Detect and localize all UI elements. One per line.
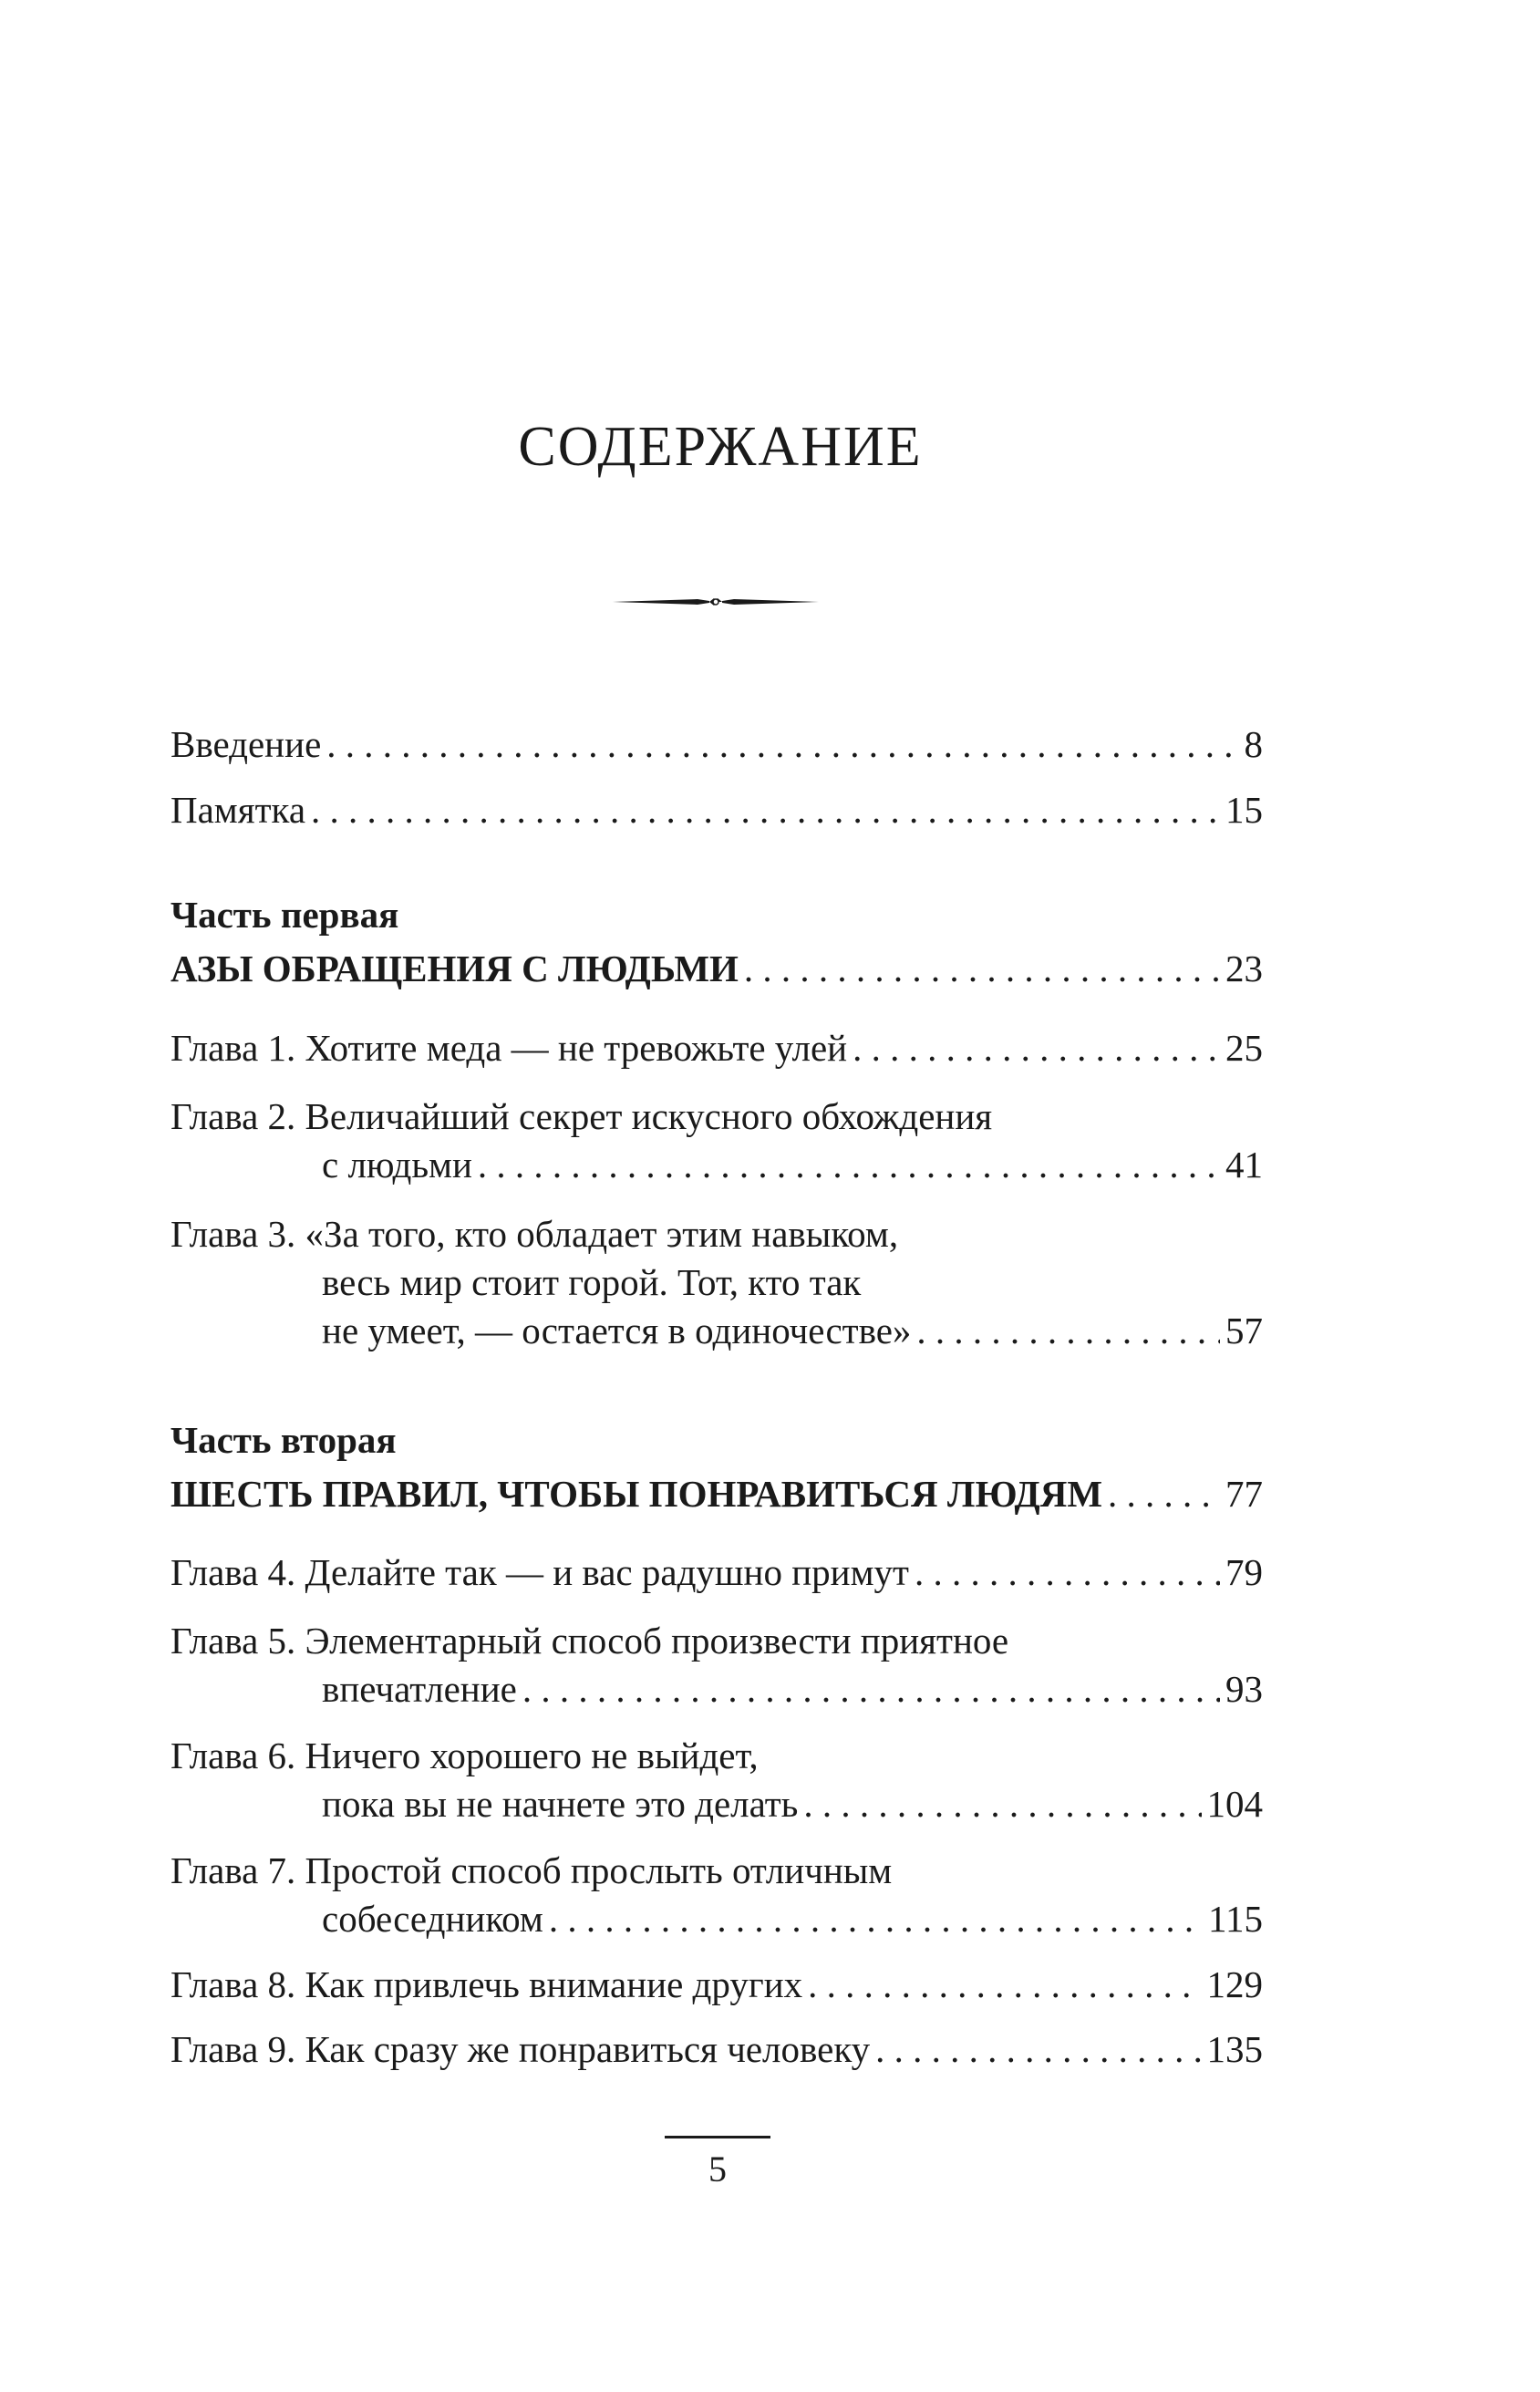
toc-page-number: 23	[1225, 947, 1263, 989]
part-label: Часть вторая	[171, 1419, 397, 1461]
chapter-title-line-1: Ничего хорошего не выйдет,	[305, 1734, 759, 1776]
toc-page-number: 135	[1206, 2028, 1263, 2070]
chapter-title-line-2: с людьми	[322, 1144, 472, 1186]
chapter-prefix: Глава 6.	[171, 1734, 296, 1776]
chapter-title: Хотите меда — не тревожьте улей	[305, 1027, 848, 1069]
part-title: АЗЫ ОБРАЩЕНИЯ С ЛЮДЬМИ	[171, 947, 739, 989]
leader-dots	[549, 1895, 1203, 1943]
toc-page-number: 129	[1206, 1963, 1263, 2005]
toc-entry-chapter-9[interactable]	[171, 2025, 1263, 2074]
toc-entry-chapter-8[interactable]	[171, 1961, 1263, 2009]
leader-dots	[1108, 1470, 1220, 1518]
toc-entry-chapter-2-cont[interactable]	[171, 1141, 1263, 1189]
page-title: СОДЕРЖАНИЕ	[518, 416, 923, 478]
toc-entry-label: Памятка	[171, 789, 306, 831]
leader-dots	[916, 1307, 1220, 1355]
toc-page-number: 77	[1225, 1473, 1263, 1515]
toc-entry-label: Введение	[171, 723, 322, 765]
toc-entry-part1[interactable]	[171, 945, 1263, 993]
leader-dots	[803, 1780, 1201, 1828]
toc-entry-chapter-7-cont[interactable]	[171, 1895, 1263, 1943]
toc-page-number: 41	[1225, 1144, 1263, 1186]
chapter-prefix: Глава 9.	[171, 2028, 296, 2070]
chapter-title-line-1: Элементарный способ произвести приятное	[305, 1620, 1009, 1662]
leader-dots	[808, 1961, 1201, 2009]
leader-dots	[915, 1548, 1220, 1597]
leader-dots	[853, 1024, 1220, 1072]
leader-dots	[744, 945, 1220, 993]
toc-page-number: 104	[1206, 1783, 1263, 1825]
leader-dots	[311, 786, 1220, 834]
chapter-title-line-1: Величайший секрет искусного обхождения	[305, 1095, 993, 1137]
toc-entry-part2[interactable]	[171, 1470, 1263, 1518]
chapter-prefix: Глава 5.	[171, 1620, 296, 1662]
leader-dots	[478, 1141, 1220, 1189]
toc-entry-chapter-6-cont[interactable]	[171, 1780, 1263, 1828]
chapter-title: Как сразу же понравиться человеку	[305, 2028, 871, 2070]
chapter-prefix: Глава 7.	[171, 1849, 296, 1891]
leader-dots	[326, 720, 1238, 769]
chapter-title-line-2: собеседником	[322, 1898, 543, 1940]
toc-entry-chapter-4[interactable]	[171, 1548, 1263, 1597]
toc-entry-chapter-3[interactable]	[171, 1210, 1263, 1258]
chapter-prefix: Глава 1.	[171, 1027, 296, 1069]
chapter-title-line-3: не умеет, — остается в одиночестве»	[322, 1310, 912, 1351]
toc-entry-chapter-1[interactable]	[171, 1024, 1263, 1072]
chapter-title-line-2: впечатление	[322, 1668, 517, 1710]
toc-entry-chapter-5-cont[interactable]	[171, 1665, 1263, 1714]
toc-entry-chapter-7[interactable]	[171, 1847, 1263, 1895]
part-title: ШЕСТЬ ПРАВИЛ, ЧТОБЫ ПОНРАВИТЬСЯ ЛЮДЯМ	[171, 1473, 1103, 1515]
leader-dots	[522, 1665, 1220, 1714]
chapter-title-line-2: пока вы не начнете это делать	[322, 1783, 799, 1825]
chapter-title: Как привлечь внимание других	[305, 1963, 803, 2005]
toc-page-number: 8	[1244, 723, 1263, 765]
chapter-prefix: Глава 2.	[171, 1095, 296, 1137]
toc-entry-chapter-2[interactable]	[171, 1092, 1263, 1141]
leader-dots	[875, 2025, 1201, 2074]
toc-page-number: 57	[1225, 1310, 1263, 1351]
footer-rule	[665, 2136, 770, 2138]
toc-page-number: 79	[1225, 1551, 1263, 1593]
toc-entry-chapter-5[interactable]	[171, 1617, 1263, 1665]
chapter-prefix: Глава 4.	[171, 1551, 296, 1593]
page-number: 5	[708, 2149, 727, 2190]
toc-entry-chapter-3-cont[interactable]	[171, 1307, 1263, 1355]
ornament-divider-icon	[611, 588, 821, 620]
toc-page-number: 115	[1208, 1898, 1263, 1940]
chapter-title-line-2: весь мир стоит горой. Тот, кто так	[322, 1261, 862, 1303]
part-label: Часть первая	[171, 894, 399, 936]
chapter-title: Делайте так — и вас радушно примут	[305, 1551, 909, 1593]
chapter-prefix: Глава 8.	[171, 1963, 296, 2005]
toc-entry-memo[interactable]	[171, 786, 1263, 834]
toc-page-number: 25	[1225, 1027, 1263, 1069]
chapter-title-line-1: Простой способ прослыть отличным	[305, 1849, 893, 1891]
chapter-title-line-1: «За того, кто обладает этим навыком,	[305, 1213, 899, 1255]
toc-entry-intro[interactable]	[171, 720, 1263, 769]
toc-entry-chapter-6[interactable]	[171, 1732, 1263, 1780]
toc-page-number: 93	[1225, 1668, 1263, 1710]
toc-page-number: 15	[1225, 789, 1263, 831]
chapter-prefix: Глава 3.	[171, 1213, 296, 1255]
